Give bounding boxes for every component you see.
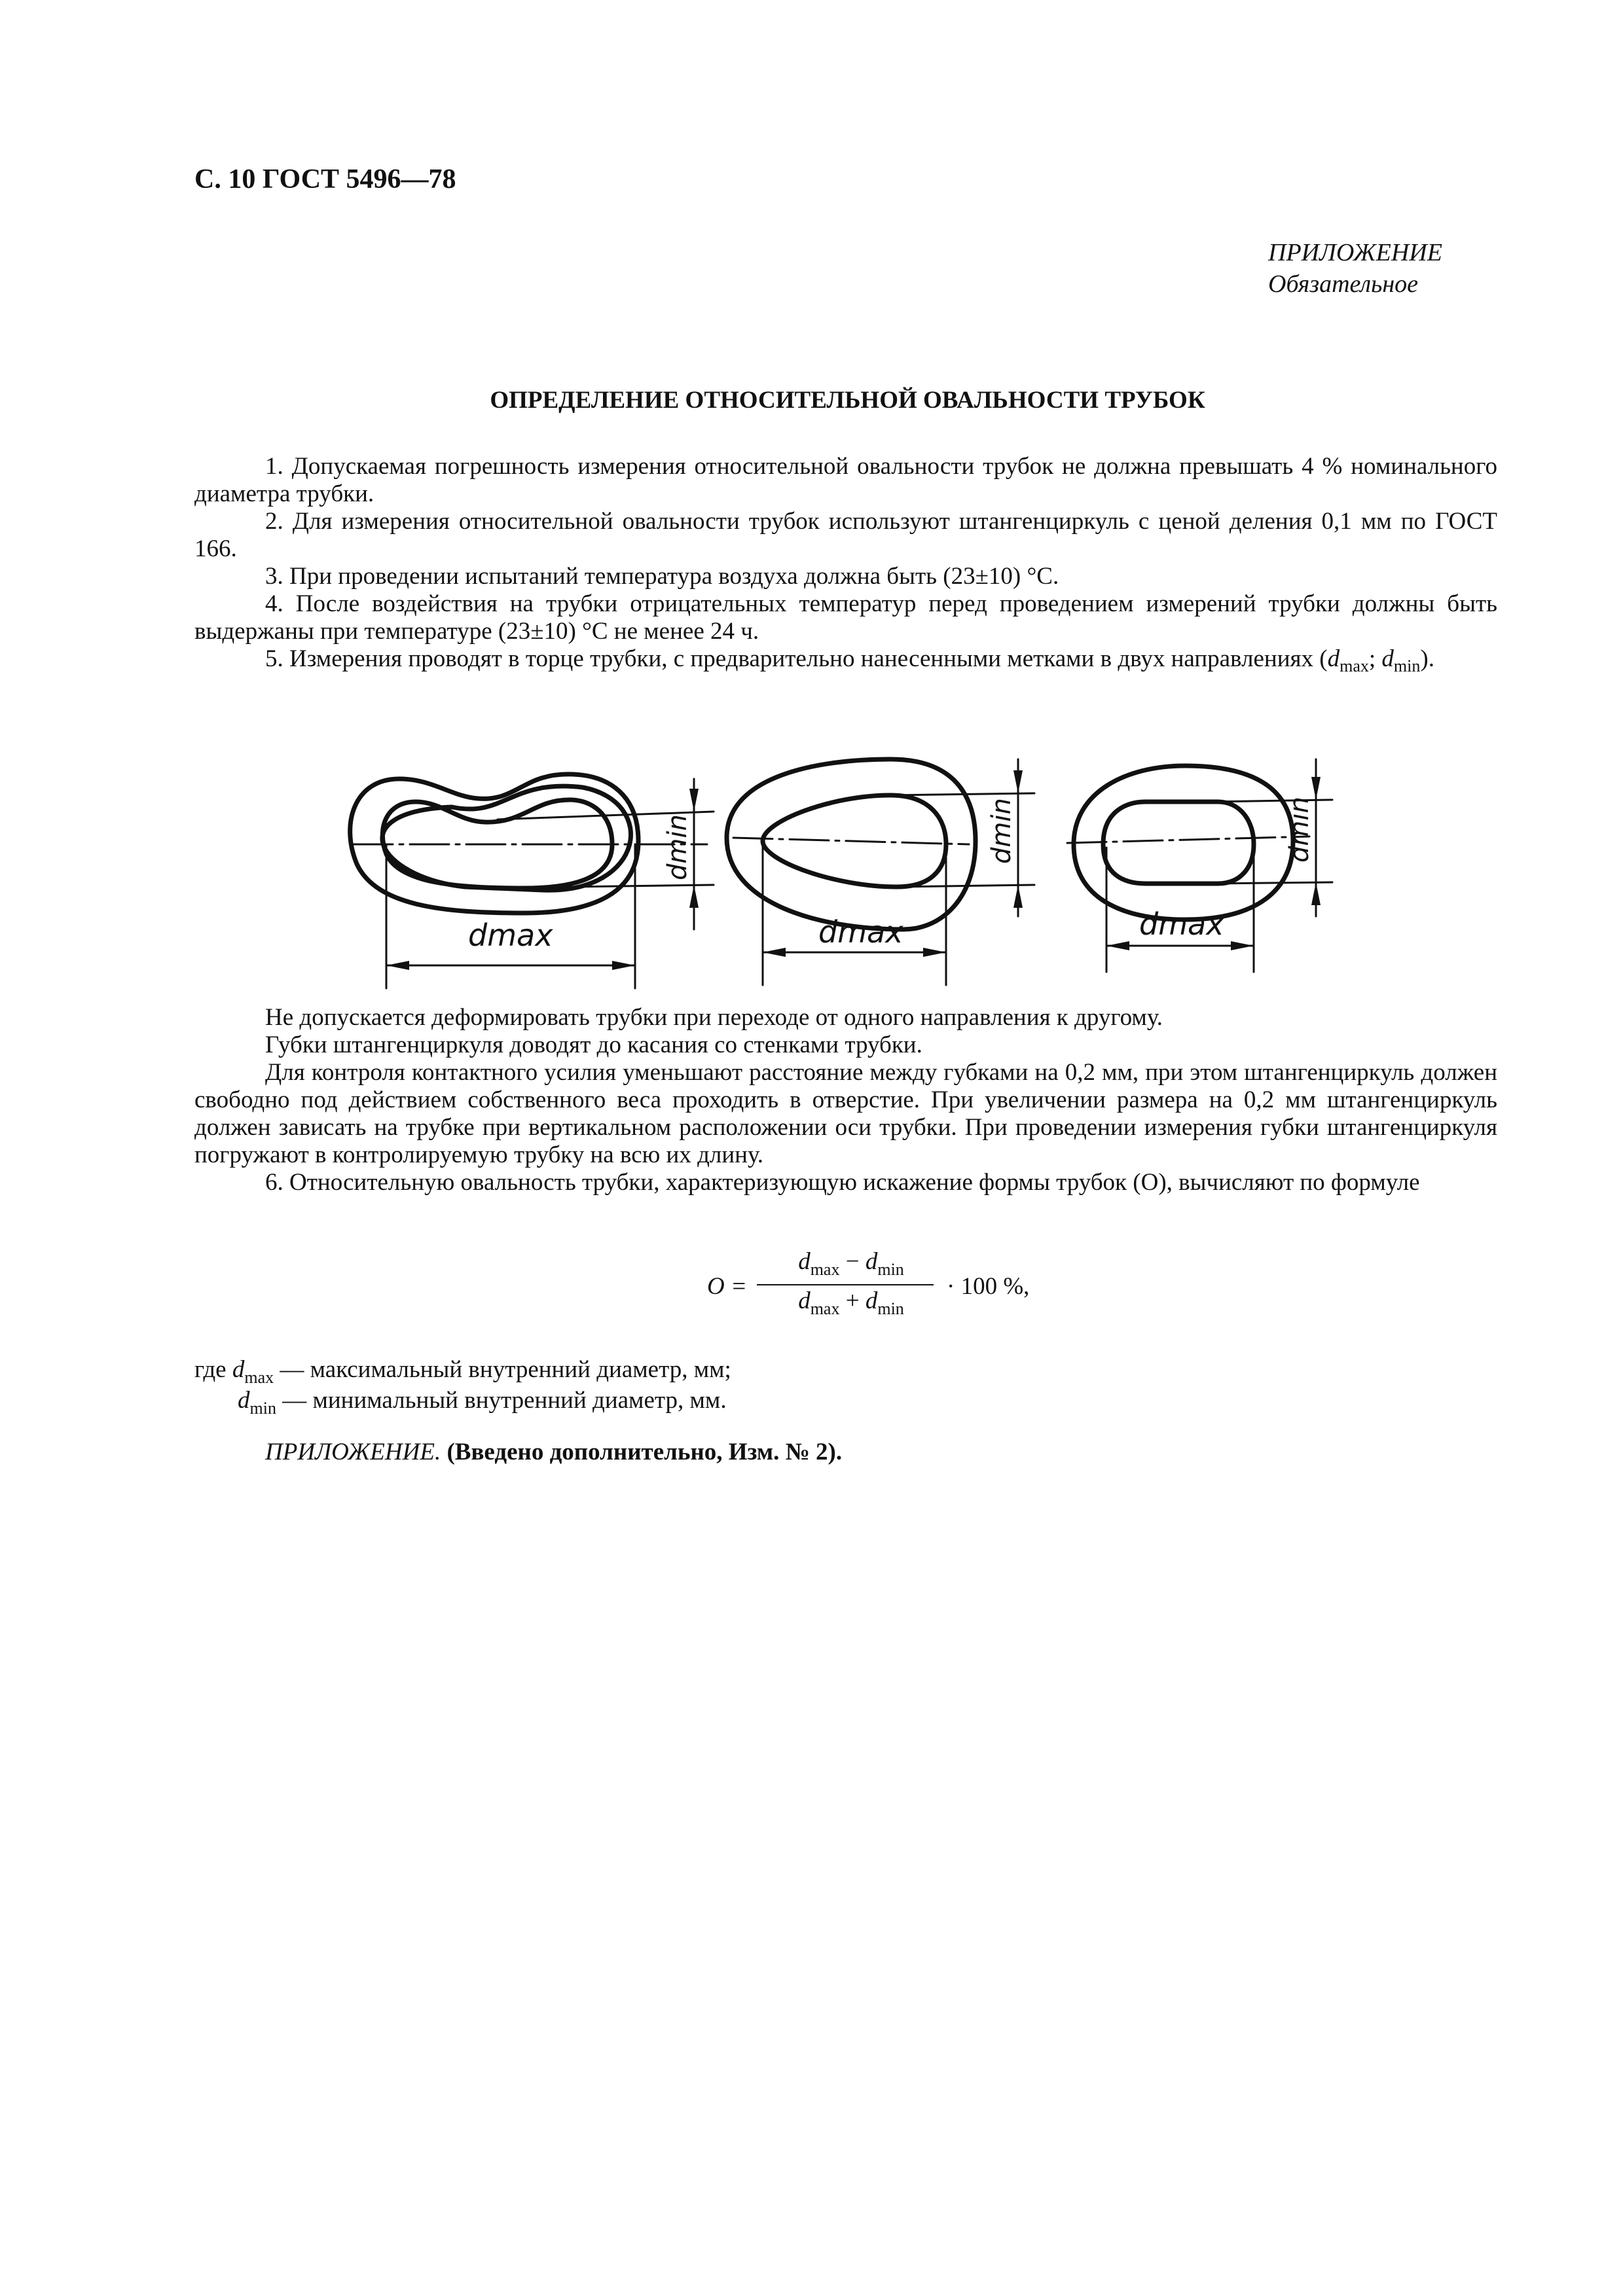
appendix-status: Обязательное [1268, 270, 1419, 298]
paragraph-5-text: 5. Измерения проводят в торце трубки, с предварительно нанесенными метками в двух направлениях [265, 645, 1314, 672]
dmax-label-2: dmax [818, 914, 903, 950]
page-header: С. 10 ГОСТ 5496—78 [194, 164, 456, 194]
amendment-note: ПРИЛОЖЕНИЕ. (Введено дополнительно, Изм. № 2). [265, 1439, 843, 1465]
paragraph-4: 4. После воздействия на трубки отрицательных температур перед проведением измерений трубки должны быть выдержаны при температуре (23±10) °С не менее 24 ч. [194, 590, 1497, 645]
ovality-figure [0, 0, 1623, 1008]
paragraph-control: Для контроля контактного усилия уменьшают расстояние между губками на 0,2 мм, при этом штангенциркуль должен свободно под действием собственного веса проходить в отверстие. При увеличении размера на 0,2 мм штангенциркуль должен зависать на трубке при вертикальном расположении оси трубки. При проведении измерения губки штангенциркуля погружают в контролируемую трубку на всю их длину. [194, 1059, 1497, 1168]
formula-lhs: O = [707, 1273, 747, 1300]
paragraph-deform: Не допускается деформировать трубки при переходе от одного направления к другому. [265, 1004, 1163, 1031]
dmin-label-1: dmin [663, 814, 693, 880]
formula-denominator: $d_{max} + d_{min}$ [798, 1287, 904, 1318]
definition-dmax: где $d_{max}$ — максимальный внутренний диаметр, мм; [194, 1356, 731, 1387]
formula-numerator: $d_{max} - d_{min}$ [798, 1248, 904, 1279]
formula-rhs: · 100 %, [947, 1273, 1030, 1300]
paragraph-6: 6. Относительную овальность трубки, характеризующую искажение формы трубок (О), вычисляют по формуле [265, 1169, 1420, 1196]
fraction-bar [757, 1284, 934, 1285]
appendix-label: ПРИЛОЖЕНИЕ [1268, 239, 1442, 266]
paragraph-1: 1. Допускаемая погрешность измерения относительной овальности трубок не должна превышать 4 % номинального диаметра трубки. [194, 453, 1497, 507]
paragraph-3: 3. При проведении испытаний температура воздуха должна быть (23±10) °С. [265, 563, 1059, 590]
paragraph-5-tail: ($d_{max}$; $d_{min}$). [1319, 645, 1434, 675]
dmin-label-3: dmin [1285, 797, 1315, 863]
document-title: ОПРЕДЕЛЕНИЕ ОТНОСИТЕЛЬНОЙ ОВАЛЬНОСТИ ТРУБОК [490, 387, 1205, 414]
paragraph-jaws: Губки штангенциркуля доводят до касания со стенками трубки. [265, 1031, 922, 1058]
symbol-definitions [194, 1355, 731, 1417]
dmax-label-1: dmax [468, 918, 553, 953]
definition-dmin: $d_{min}$ — минимальный внутренний диаметр, мм. [238, 1387, 727, 1418]
paragraph-2: 2. Для измерения относительной овальности трубок используют штангенциркуль с ценой деления 0,1 мм по ГОСТ 166. [194, 508, 1497, 562]
dmax-label-3: dmax [1139, 906, 1224, 942]
dmin-label-2: dmin [987, 798, 1017, 864]
